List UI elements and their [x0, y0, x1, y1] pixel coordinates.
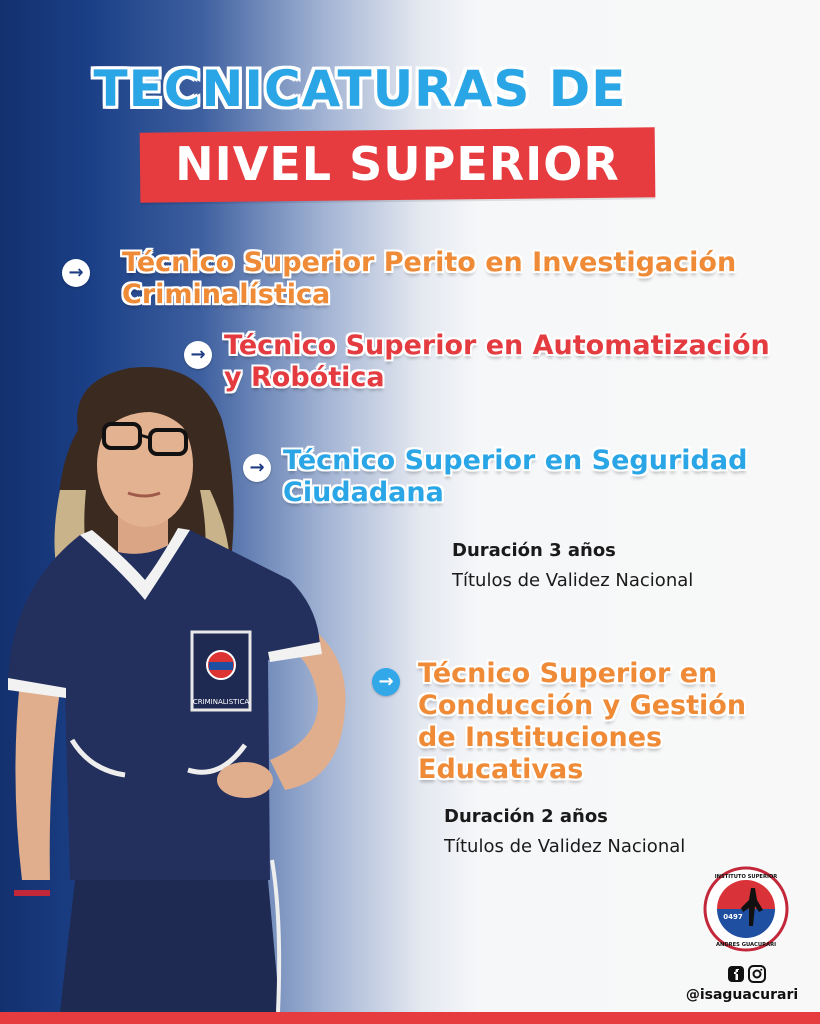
arrow-right-icon: →: [372, 668, 400, 696]
course-line: Técnico Superior en Automatización: [224, 330, 770, 361]
social-handle[interactable]: @isaguacurari: [685, 987, 799, 1003]
student-photo: [0, 360, 370, 1012]
course-line: Criminalística: [122, 279, 331, 310]
duration-3-years: Duración 3 años: [452, 540, 616, 561]
course-conduccion-gestion: [418, 658, 746, 786]
title-line-1: TECNICATURAS DE: [93, 60, 627, 118]
course-line: y Robótica: [224, 362, 385, 393]
logo-number: 0497: [723, 913, 743, 921]
course-line: Educativas: [418, 754, 584, 785]
arrow-right-icon: →: [62, 259, 90, 287]
duration-2-years: Duración 2 años: [444, 806, 608, 827]
institute-logo: [703, 866, 789, 952]
social-icons: [727, 965, 767, 983]
course-line: Conducción y Gestión: [418, 690, 747, 721]
logo-top-text: INSTITUTO SUPERIOR: [714, 874, 778, 880]
facebook-icon[interactable]: [728, 966, 744, 982]
course-line: de Instituciones: [418, 722, 663, 753]
course-perito-criminalistica: [122, 247, 736, 311]
validity-text: Títulos de Validez Nacional: [444, 836, 686, 857]
patch-label: CRIMINALISTICA: [192, 698, 250, 706]
course-line: Técnico Superior en Seguridad: [283, 445, 748, 476]
instagram-icon[interactable]: [749, 966, 765, 982]
logo-bottom-text: ANDRES GUACURARI: [715, 942, 777, 948]
title-line-2: NIVEL SUPERIOR: [175, 137, 620, 191]
arrow-right-icon: →: [243, 454, 271, 482]
course-line: Ciudadana: [283, 477, 444, 508]
arrow-right-icon: →: [184, 341, 212, 369]
bottom-bar: [0, 1012, 820, 1024]
course-line: Técnico Superior en: [418, 658, 718, 689]
course-line: Técnico Superior Perito en Investigación: [122, 247, 737, 278]
validity-text: Títulos de Validez Nacional: [452, 570, 694, 591]
